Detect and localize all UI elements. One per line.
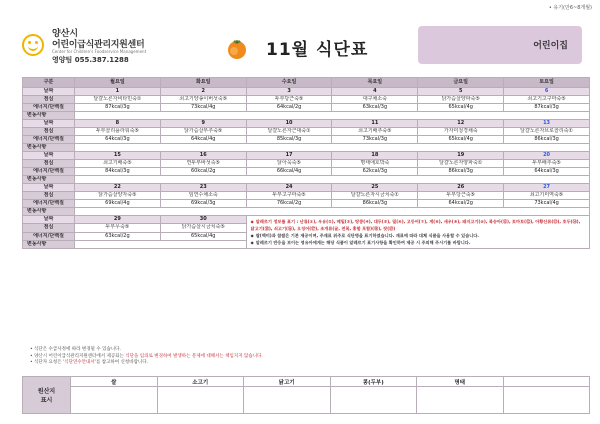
origin-header <box>503 377 590 387</box>
header-cell: 금요일 <box>418 78 504 88</box>
menu-cell: 대구채소죽 <box>332 96 418 104</box>
change-row <box>23 208 590 216</box>
origin-header: 명태 <box>417 377 504 387</box>
row-label: 에너지/단백질 <box>23 136 75 144</box>
date-cell: 11 <box>332 120 418 128</box>
kcal-cell: 65kcal/4g <box>160 232 246 240</box>
date-cell: 30 <box>160 216 246 224</box>
header-cell: 토요일 <box>504 78 590 88</box>
kcal-cell: 87kcal/3g <box>75 104 161 112</box>
menu-cell: 달걀노른자브로콜리죽① <box>504 128 590 136</box>
row-label: 변동사항 <box>23 208 75 216</box>
menu-cell: 쇠고기배추죽⑤ <box>332 128 418 136</box>
menu-cell: 닭가슴살부추죽⑤ <box>160 128 246 136</box>
footnote: • 식단은 수급사정에 따라 변경될 수 있습니다. <box>30 347 121 352</box>
row-label: 점심 <box>23 160 75 168</box>
menu-cell: 달걀노른자근대죽① <box>246 128 332 136</box>
target-tag-label: 어린이집 <box>533 41 568 51</box>
date-row <box>23 120 590 128</box>
menu-cell: 두부배추죽⑤ <box>504 160 590 168</box>
date-cell: 29 <box>75 216 161 224</box>
date-cell: 20 <box>504 152 590 160</box>
row-label: 날짜 <box>23 216 75 224</box>
row-label: 점심 <box>23 192 75 200</box>
change-cell <box>75 176 590 184</box>
date-row <box>23 152 590 160</box>
date-cell: 9 <box>160 120 246 128</box>
kcal-cell: 73kcal/3g <box>332 136 418 144</box>
row-label: 에너지/단백질 <box>23 200 75 208</box>
menu-cell: 두부콜리플라워죽⑤ <box>75 128 161 136</box>
header-cell: 화요일 <box>160 78 246 88</box>
note-allergy: ◆ 알레르기 정보를 표기 : 난류(①), 우유(②), 메밀(③), 땅콩(④), 대두(⑤), 밀(⑥), 고등어(⑦), 게(⑧), 새우(⑨), 돼지고기(⑩), 복숭아(⑪), 토마토(⑫), 아황산류(⑬), 호두(⑭), 닭고기(⑮), 쇠고기(⑯), 오징어(⑰), 조개류(굴, 전복, 홍합 포함)(⑱), 잣(⑲) <box>250 219 581 231</box>
kcal-cell: 76kcal/2g <box>246 200 332 208</box>
menu-cell: 쇠고기고구마죽⑤ <box>504 96 590 104</box>
date-cell: 15 <box>75 152 161 160</box>
menu-row <box>23 192 590 200</box>
menu-cell: 연두부바섯죽⑤ <box>160 160 246 168</box>
row-label: 점심 <box>23 96 75 104</box>
row-label: 변동사항 <box>23 176 75 184</box>
menu-cell: 두부당근죽⑤ <box>418 192 504 200</box>
note-allergy-caution: ◆ 알레르기 반응을 보이는 영유아에게는 해당 식품이 알레르기 표기사항을 확인하여 제공 시 주의해 주시기를 바랍니다. <box>250 240 471 245</box>
kcal-cell: 63kcal/2g <box>75 232 161 240</box>
kcal-cell: 86kcal/3g <box>418 168 504 176</box>
kcal-cell: 66kcal/4g <box>246 168 332 176</box>
row-label: 점심 <box>23 224 75 232</box>
origin-value <box>71 387 158 414</box>
stage-note: • 유기(만6~8개월) <box>548 5 592 11</box>
kcal-cell: 62kcal/3g <box>332 168 418 176</box>
origin-value <box>330 387 417 414</box>
origin-value-row <box>23 387 590 414</box>
header-cell: 수요일 <box>246 78 332 88</box>
date-row <box>23 216 590 224</box>
date-row <box>23 184 590 192</box>
date-cell: 12 <box>418 120 504 128</box>
persimmon-icon <box>224 36 250 62</box>
origin-header: 콩(두부) <box>330 377 417 387</box>
origin-value <box>157 387 244 414</box>
change-row <box>23 176 590 184</box>
menu-table <box>22 77 590 249</box>
row-label: 에너지/단백질 <box>23 104 75 112</box>
origin-value <box>417 387 504 414</box>
row-label: 날짜 <box>23 184 75 192</box>
header-row <box>23 78 590 88</box>
date-cell: 18 <box>332 152 418 160</box>
change-cell <box>75 144 590 152</box>
kcal-cell: 64kcal/2g <box>418 200 504 208</box>
footnote: • 식단자 요청은 '식단연수안내서'를 참고하여 신청바랍니다. <box>30 360 149 365</box>
header <box>14 22 590 72</box>
kcal-row <box>23 104 590 112</box>
org-name: 어린이급식관리지원센터 <box>52 40 145 50</box>
date-cell: 5 <box>418 88 504 96</box>
kcal-row <box>23 168 590 176</box>
row-label: 에너지/단백질 <box>23 168 75 176</box>
target-tag <box>418 26 582 64</box>
menu-cell: 두부고구마죽⑤ <box>246 192 332 200</box>
menu-row <box>23 128 590 136</box>
change-cell <box>75 208 590 216</box>
date-cell: 27 <box>504 184 590 192</box>
kcal-cell: 86kcal/3g <box>504 136 590 144</box>
date-cell: 25 <box>332 184 418 192</box>
origin-value <box>503 387 590 414</box>
date-cell: 19 <box>418 152 504 160</box>
kcal-cell: 65kcal/4g <box>418 136 504 144</box>
date-cell: 26 <box>418 184 504 192</box>
page-title: 11월 식단표 <box>266 40 369 60</box>
menu-cell: 닭가슴살양자죽⑤ <box>75 192 161 200</box>
kcal-cell: 64kcal/4g <box>160 136 246 144</box>
header-cell: 월요일 <box>75 78 161 88</box>
menu-row <box>23 96 590 104</box>
origin-value <box>244 387 331 414</box>
change-cell <box>75 112 590 120</box>
notes-cell <box>246 216 589 249</box>
org-tel: 영양팀 055.387.1288 <box>52 56 129 64</box>
kcal-cell: 65kcal/4g <box>418 104 504 112</box>
kcal-cell: 64kcal/2g <box>246 104 332 112</box>
kcal-cell: 60kcal/2g <box>160 168 246 176</box>
date-cell: 13 <box>504 120 590 128</box>
org-city: 양산시 <box>52 29 79 39</box>
menu-row <box>23 160 590 168</box>
row-label: 점심 <box>23 128 75 136</box>
date-cell: 4 <box>332 88 418 96</box>
kcal-cell: 87kcal/3g <box>504 104 590 112</box>
date-cell: 6 <box>504 88 590 96</box>
menu-cell: 임연수채소죽 <box>160 192 246 200</box>
smile-logo-icon <box>22 34 44 56</box>
change-row <box>23 112 590 120</box>
date-cell: 22 <box>75 184 161 192</box>
kcal-row <box>23 136 590 144</box>
menu-cell: 쇠고기미역죽⑤ <box>504 192 590 200</box>
change-cell <box>75 240 247 248</box>
date-cell: 3 <box>246 88 332 96</box>
header-cell: 목요일 <box>332 78 418 88</box>
menu-cell: 닭가슴살양파죽⑤ <box>418 96 504 104</box>
date-cell: 8 <box>75 120 161 128</box>
change-row <box>23 144 590 152</box>
kcal-cell: 86kcal/3g <box>332 200 418 208</box>
menu-cell: 가자미청경채죽 <box>418 128 504 136</box>
menu-cell: 두부당근죽⑤ <box>246 96 332 104</box>
origin-header: 소고기 <box>157 377 244 387</box>
kcal-cell: 73kcal/4g <box>160 104 246 112</box>
date-cell: 2 <box>160 88 246 96</box>
kcal-cell: 64kcal/3g <box>504 168 590 176</box>
origin-header: 닭고기 <box>244 377 331 387</box>
kcal-cell: 84kcal/3g <box>75 168 161 176</box>
row-label: 날짜 <box>23 152 75 160</box>
row-label: 날짜 <box>23 120 75 128</box>
menu-cell: 달걀노른자양파죽① <box>418 160 504 168</box>
row-label: 변동사항 <box>23 112 75 120</box>
date-cell: 10 <box>246 120 332 128</box>
kcal-cell: 63kcal/3g <box>332 104 418 112</box>
origin-header: 쌀 <box>71 377 158 387</box>
date-cell: 16 <box>160 152 246 160</box>
date-row <box>23 88 590 96</box>
kcal-row <box>23 200 590 208</box>
row-label: 에너지/단백질 <box>23 232 75 240</box>
note-ingredients: ◆ 쌀(백미)과 찹쌀은 기본 제공이며, 주재료 위주로 식단명을 표기하였습니다. 재료에 따라 대체 식품을 사용할 수 있습니다. <box>250 233 479 238</box>
menu-cell: 달걀노른자시금치죽① <box>332 192 418 200</box>
kcal-cell: 85kcal/3g <box>246 136 332 144</box>
kcal-cell: 69kcal/4g <box>75 200 161 208</box>
date-cell: 17 <box>246 152 332 160</box>
menu-cell: 두부무죽⑤ <box>75 224 161 232</box>
row-label: 변동사항 <box>23 240 75 248</box>
kcal-cell: 73kcal/4g <box>504 200 590 208</box>
origin-header-row <box>23 377 590 387</box>
menu-cell: 달걀노른자비타민죽① <box>75 96 161 104</box>
menu-cell: 쇠고기배죽⑤ <box>75 160 161 168</box>
date-cell: 1 <box>75 88 161 96</box>
menu-cell: 쇠고기양송이버섯죽⑤ <box>160 96 246 104</box>
menu-cell: 닭아욱죽⑤ <box>246 160 332 168</box>
origin-label: 원산지 표시 <box>23 377 71 414</box>
origin-table <box>22 376 590 414</box>
header-cell: 구분 <box>23 78 75 88</box>
row-label: 변동사항 <box>23 144 75 152</box>
footnote: • 양산시 어린이급식관리지원센터에서 제공되는 식단을 임의로 변경하여 발생하는 문제에 대해서는 책임지지 않습니다. <box>30 353 263 359</box>
date-cell: 23 <box>160 184 246 192</box>
org-english-name: Center for Children's Foodservice Management <box>52 49 147 54</box>
date-cell: 24 <box>246 184 332 192</box>
row-label: 날짜 <box>23 88 75 96</box>
kcal-cell: 69kcal/3g <box>160 200 246 208</box>
kcal-cell: 64kcal/3g <box>75 136 161 144</box>
footnotes <box>30 347 590 367</box>
menu-cell: 닭가슴살시금치죽⑤ <box>160 224 246 232</box>
menu-cell: 명태애호박죽 <box>332 160 418 168</box>
